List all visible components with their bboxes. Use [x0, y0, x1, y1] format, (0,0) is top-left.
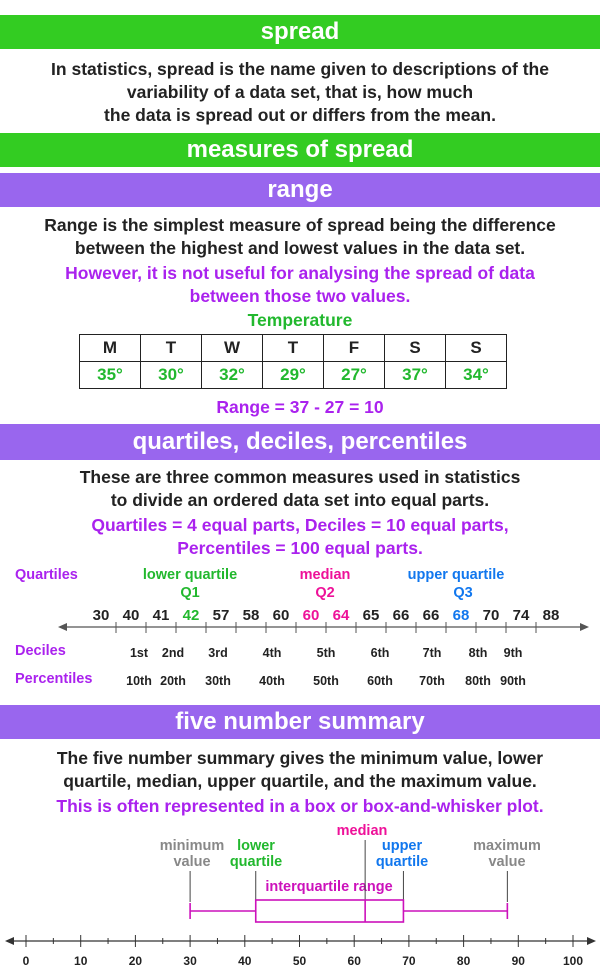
ordered-value: 30 — [92, 607, 110, 624]
ordered-value: 60 — [272, 607, 290, 624]
quartile-diagram — [0, 560, 600, 700]
temp-cell: 30° — [141, 362, 202, 389]
minimum-label: value — [173, 854, 211, 870]
five-number-line: The five number summary gives the minimum value, lower — [56, 748, 544, 768]
decile-label: 2nd — [161, 646, 185, 660]
q2-label: Q2 — [315, 585, 335, 601]
axis-tick-label: 60 — [347, 954, 361, 968]
ordered-value: 41 — [152, 607, 170, 624]
quartiles-title: quartiles, deciles, percentiles — [132, 428, 468, 455]
five-number-note: This is often represented in a box or box-and-whisker plot. — [56, 796, 544, 816]
ordered-value: 88 — [542, 607, 560, 624]
spread-title: spread — [260, 18, 340, 45]
ordered-value: 74 — [512, 607, 530, 624]
ordered-value: 40 — [122, 607, 140, 624]
upper-quartile-label: upper quartile — [407, 567, 505, 583]
median-label: median — [299, 567, 351, 583]
quartiles-row-label: Quartiles — [15, 567, 78, 583]
ordered-values — [93, 607, 560, 624]
temp-cell: 35° — [80, 362, 141, 389]
axis-tick-label: 90 — [511, 954, 525, 968]
five-number-description — [0, 747, 600, 793]
percentile-label: 70th — [419, 674, 445, 688]
spread-description — [0, 58, 600, 127]
day-cell: T — [263, 335, 324, 362]
median-label: median — [336, 823, 388, 839]
quartiles-note-line: Percentiles = 100 equal parts. — [177, 538, 423, 558]
maximum-label: maximum — [473, 838, 541, 854]
five-number-title: five number summary — [175, 708, 425, 735]
quartiles-note — [0, 514, 600, 560]
percentile-labels — [126, 674, 526, 688]
upper-quartile-label: quartile — [375, 854, 429, 870]
quartiles-banner — [0, 424, 600, 460]
temp-cell: 32° — [202, 362, 263, 389]
quartiles-line: to divide an ordered data set into equal parts. — [110, 490, 490, 510]
range-note-line: However, it is not useful for analysing the spread of data — [65, 263, 535, 283]
day-cell: F — [324, 335, 385, 362]
range-note-line: between those two values. — [189, 286, 411, 306]
ordered-value: 65 — [362, 607, 380, 624]
range-line: between the highest and lowest values in the data set. — [74, 238, 526, 258]
day-row — [80, 335, 507, 362]
decile-label: 9th — [503, 646, 523, 660]
axis-tick-label: 20 — [128, 954, 143, 968]
axis-tick-label: 30 — [183, 954, 197, 968]
decile-labels — [130, 646, 522, 660]
arrow-left-icon — [5, 937, 14, 945]
temp-cell: 29° — [263, 362, 324, 389]
quartiles-line: These are three common measures used in statistics — [79, 467, 521, 487]
spread-line: the data is spread out or differs from the mean. — [104, 105, 496, 125]
five-number-banner — [0, 705, 600, 739]
lower-quartile-label: lower quartile — [142, 567, 238, 583]
box-plot — [0, 818, 600, 971]
quartiles-note-line: Quartiles = 4 equal parts, Deciles = 10 equal parts, — [91, 515, 509, 535]
spread-banner — [0, 15, 600, 49]
range-line: Range is the simplest measure of spread being the difference — [44, 215, 556, 235]
spread-line: In statistics, spread is the name given to descriptions of the — [51, 59, 549, 79]
ordered-value: 66 — [392, 607, 410, 624]
range-banner — [0, 173, 600, 207]
day-cell: T — [141, 335, 202, 362]
percentile-label: 60th — [367, 674, 393, 688]
range-formula: Range = 37 - 27 = 10 — [216, 397, 384, 417]
axis-tick-label: 80 — [456, 954, 471, 968]
lower-quartile-label: lower — [237, 838, 275, 854]
quartile-box — [256, 900, 404, 922]
ordered-value: 70 — [482, 607, 500, 624]
axis-tick-label: 0 — [22, 954, 30, 968]
axis-tick-label: 100 — [562, 954, 584, 968]
percentiles-row-label: Percentiles — [15, 671, 93, 687]
temp-row — [80, 362, 507, 389]
decile-label: 1st — [129, 646, 149, 660]
iqr-label: interquartile range — [265, 879, 393, 895]
range-description — [0, 214, 600, 260]
arrow-left-icon — [58, 623, 67, 631]
axis-tick-label: 50 — [292, 954, 307, 968]
day-cell: S — [446, 335, 507, 362]
range-title: range — [267, 176, 333, 203]
lower-quartile-label: quartile — [229, 854, 283, 870]
spread-line: variability of a data set, that is, how much — [126, 82, 474, 102]
decile-label: 5th — [316, 646, 336, 660]
percentile-label: 80th — [465, 674, 491, 688]
arrow-right-icon — [580, 623, 589, 631]
quartiles-description — [0, 466, 600, 512]
box-plot-ticks — [23, 935, 584, 968]
percentile-label: 20th — [160, 674, 186, 688]
percentile-label: 90th — [500, 674, 526, 688]
upper-quartile-label: upper — [381, 838, 423, 854]
day-cell: M — [80, 335, 141, 362]
ordered-value: 60 — [302, 607, 320, 624]
five-number-line: quartile, median, upper quartile, and the maximum value. — [63, 771, 537, 791]
day-cell: W — [202, 335, 263, 362]
ordered-value: 57 — [212, 607, 230, 624]
ordered-value: 66 — [422, 607, 440, 624]
decile-label: 7th — [422, 646, 442, 660]
measures-banner — [0, 133, 600, 167]
range-note — [0, 262, 600, 308]
percentile-label: 50th — [313, 674, 339, 688]
deciles-row-label: Deciles — [15, 643, 66, 659]
ordered-value: 42 — [182, 607, 200, 624]
decile-label: 3rd — [208, 646, 228, 660]
day-cell: S — [385, 335, 446, 362]
percentile-label: 10th — [126, 674, 152, 688]
axis-tick-label: 70 — [402, 954, 416, 968]
percentile-label: 30th — [205, 674, 231, 688]
temperature-table — [79, 334, 507, 389]
temp-cell: 37° — [385, 362, 446, 389]
ordered-value: 68 — [452, 607, 470, 624]
percentile-label: 40th — [259, 674, 285, 688]
decile-label: 4th — [262, 646, 282, 660]
minimum-label: minimum — [159, 838, 225, 854]
temp-cell: 34° — [446, 362, 507, 389]
maximum-label: value — [488, 854, 526, 870]
temperature-title: Temperature — [247, 310, 353, 330]
temp-cell: 27° — [324, 362, 385, 389]
decile-label: 8th — [468, 646, 488, 660]
axis-tick-label: 40 — [238, 954, 252, 968]
axis-tick-label: 10 — [74, 954, 88, 968]
ordered-value: 58 — [242, 607, 260, 624]
arrow-right-icon — [587, 937, 596, 945]
decile-label: 6th — [370, 646, 390, 660]
measures-title: measures of spread — [186, 136, 414, 163]
ordered-value: 64 — [332, 607, 350, 624]
q1-label: Q1 — [180, 585, 200, 601]
q3-label: Q3 — [453, 585, 473, 601]
